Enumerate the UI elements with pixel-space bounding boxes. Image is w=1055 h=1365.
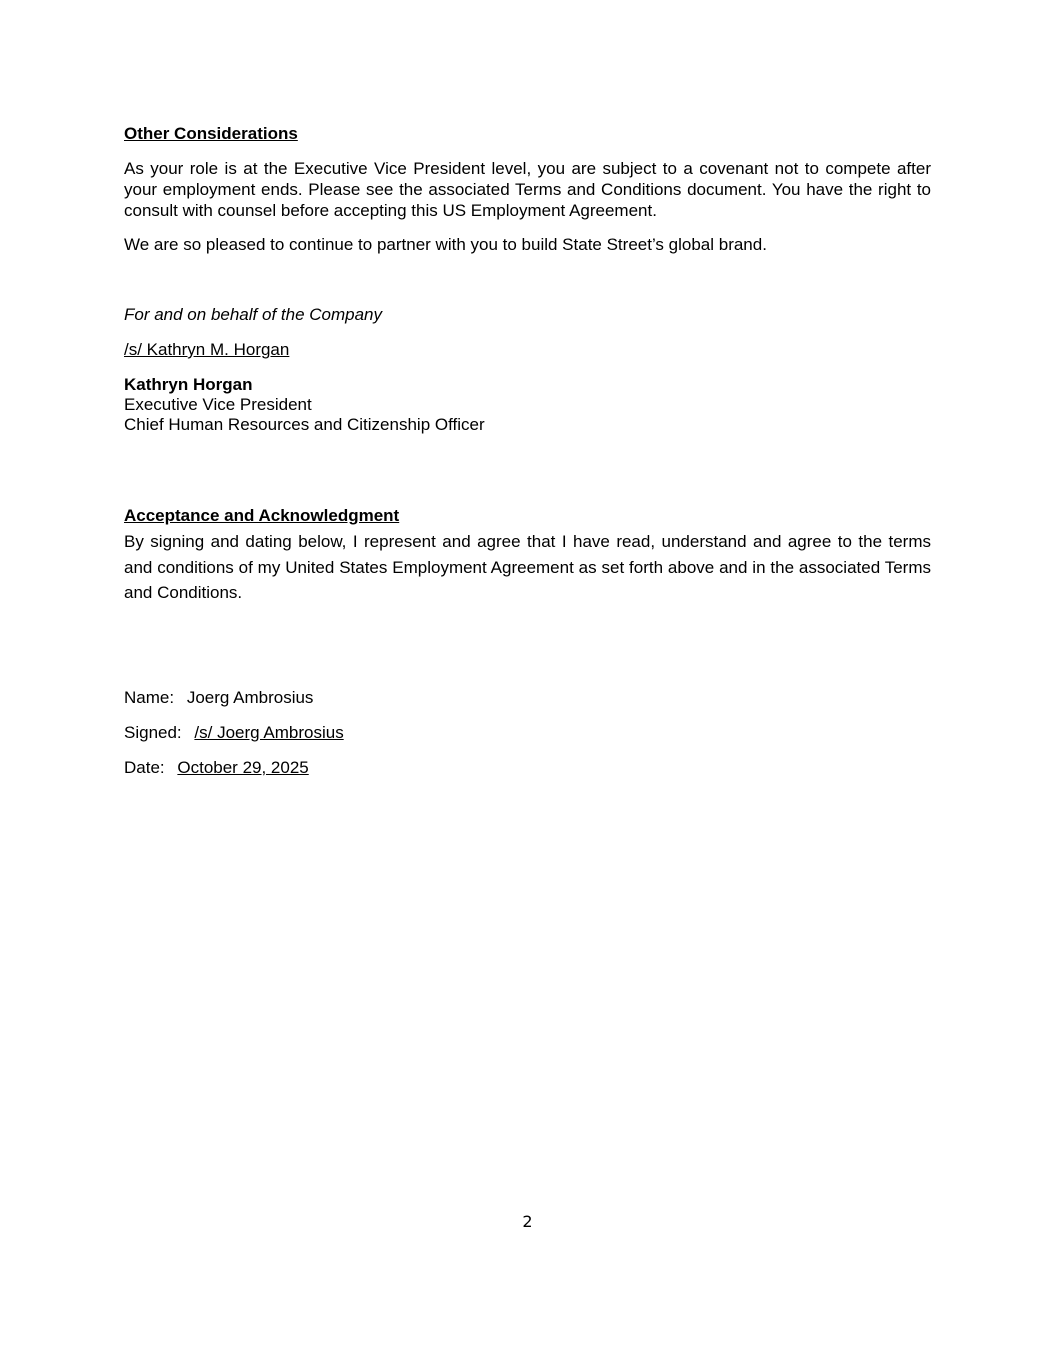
date-value: October 29, 2025: [177, 758, 309, 777]
acceptance-paragraph: By signing and dating below, I represent and agree that I have read, understand and agree to the terms and conditions of my United States Employment Agreement as set forth above and in the associated Terms and Conditions.: [124, 532, 931, 602]
date-field: [124, 758, 931, 778]
other-considerations-heading: Other Considerations: [124, 124, 298, 143]
acceptance-heading: Acceptance and Acknowledgment: [124, 506, 400, 525]
company-signature: /s/ Kathryn M. Horgan: [124, 340, 290, 359]
signatory-department: Chief Human Resources and Citizenship Officer: [124, 415, 485, 434]
employee-signature: /s/ Joerg Ambrosius: [194, 723, 344, 742]
other-considerations-paragraph-1: As your role is at the Executive Vice President level, you are subject to a covenant not to compete after your employment ends. Please see the associated Terms and Conditions document. You have the right to consult with counsel before accepting this US Employment Agreement.: [124, 159, 931, 220]
other-considerations-paragraph-2: We are so pleased to continue to partner with you to build State Street’s global brand.: [124, 235, 767, 254]
name-field: [124, 688, 931, 708]
name-label: Name:: [124, 688, 175, 707]
signatory-name: Kathryn Horgan: [124, 375, 253, 394]
date-label: Date:: [124, 758, 165, 777]
page-number: 2: [522, 1212, 533, 1231]
signatory-title: Executive Vice President: [124, 395, 312, 414]
company-signature-line: [124, 340, 931, 360]
on-behalf-line: For and on behalf of the Company: [124, 305, 382, 324]
signed-field: [124, 723, 931, 743]
signatory-block: [124, 375, 931, 435]
signed-label: Signed:: [124, 723, 182, 742]
name-value: Joerg Ambrosius: [186, 688, 314, 707]
